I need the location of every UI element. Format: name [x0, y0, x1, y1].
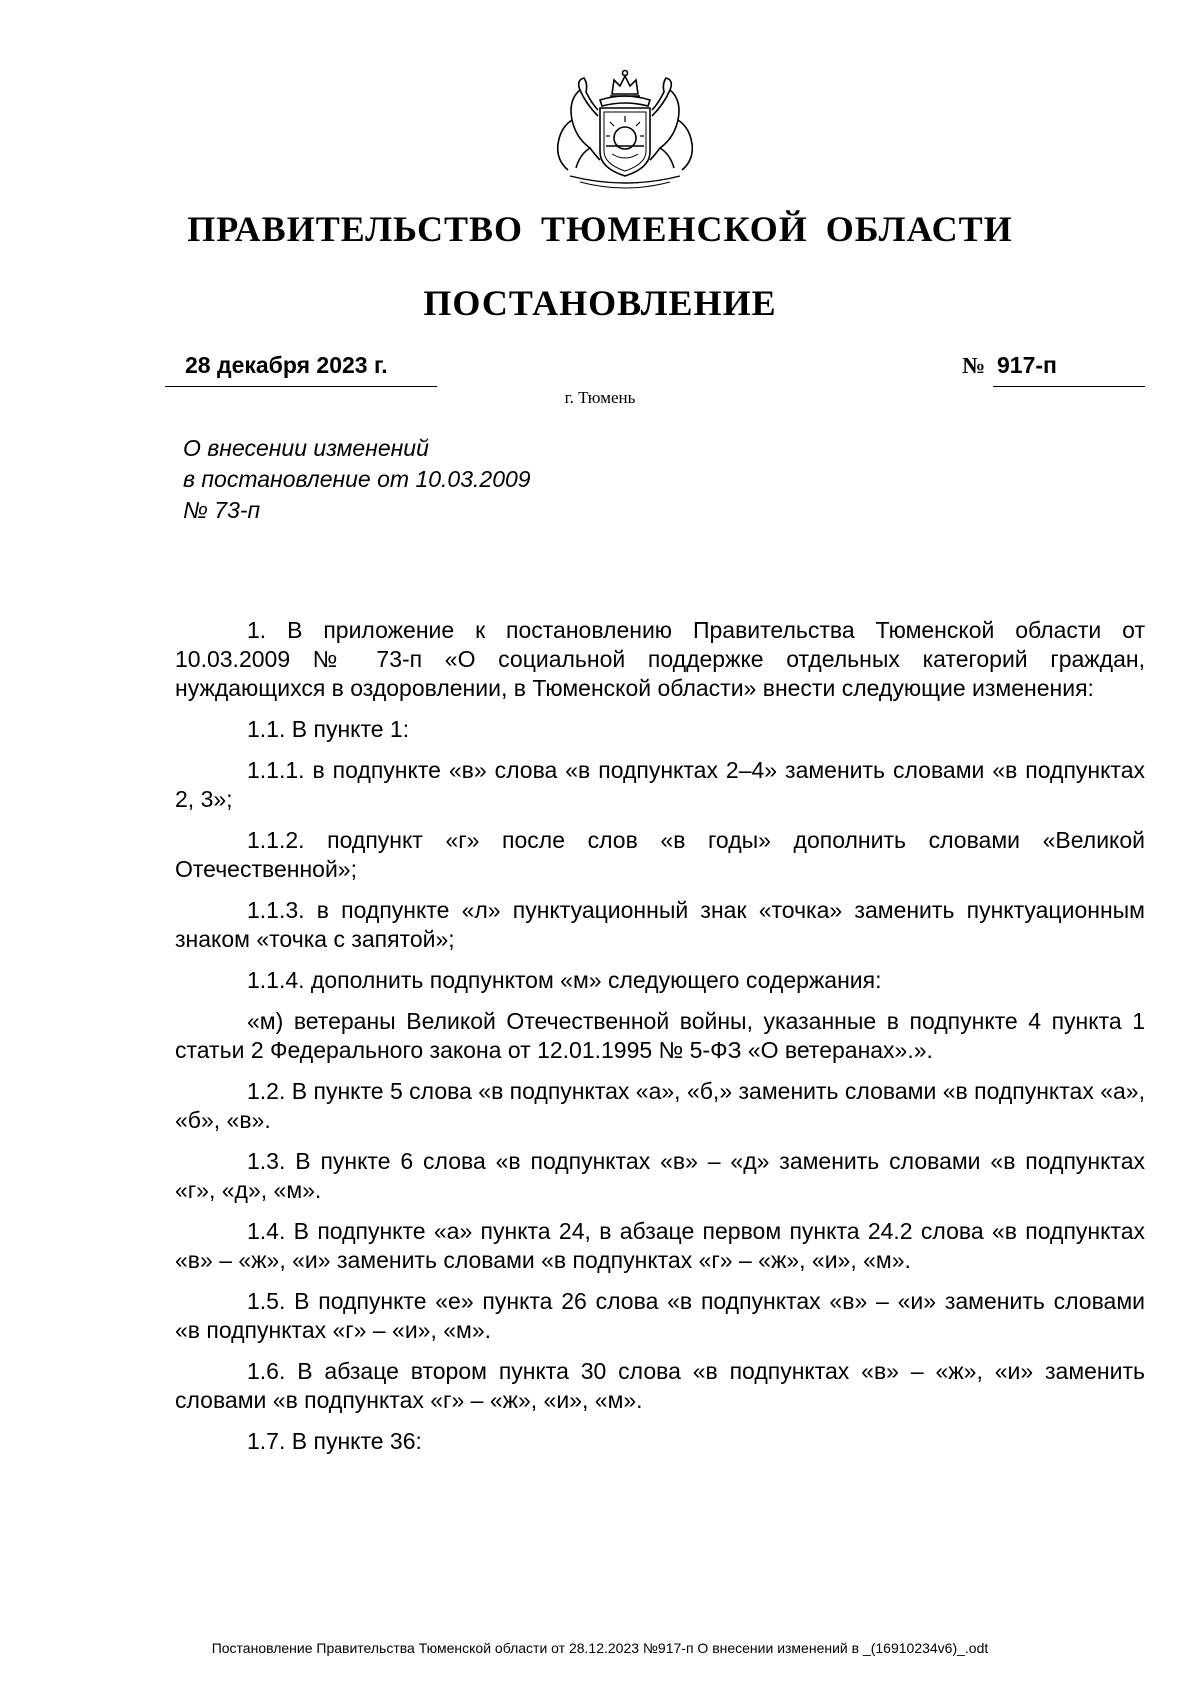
city: г. Тюмень: [564, 388, 636, 407]
subject-line: № 73-п: [183, 497, 261, 523]
paragraph: 1.1.3. в подпункте «л» пунктуационный знак «точка» заменить пунктуационным знаком «точка с запятой»;: [175, 897, 1145, 952]
number-field: [993, 352, 1145, 387]
paragraph: 1.1. В пункте 1:: [247, 716, 410, 742]
paragraph: 1.3. В пункте 6 слова «в подпунктах «в» – «д» заменить словами «в подпунктах «г», «д», «м».: [175, 1148, 1145, 1203]
page-footer: Постановление Правительства Тюменской области от 28.12.2023 №917-п О внесении изменений в _(16910234v6)_.odt: [211, 1640, 989, 1656]
paragraph: 1.1.2. подпункт «г» после слов «в годы» дополнить словами «Великой Отечественной»;: [175, 827, 1145, 882]
paragraph: 1.4. В подпункте «а» пункта 24, в абзаце первом пункта 24.2 слова «в подпунктах «в» – «ж», «и» заменить словами «в подпунктах «г» – «ж», «и», «м».: [175, 1218, 1145, 1273]
paragraph: 1.6. В абзаце втором пункта 30 слова «в подпунктах «в» – «ж», «и» заменить словами «в подпунктах «г» – «ж», «и», «м».: [175, 1358, 1145, 1413]
document-body: [175, 616, 1145, 1468]
government-title: ПРАВИТЕЛЬСТВО ТЮМЕНСКОЙ ОБЛАСТИ: [187, 209, 1013, 249]
paragraph: «м) ветераны Великой Отечественной войны, указанные в подпункте 4 пункта 1 статьи 2 Федерального закона от 12.01.1995 № 5-ФЗ «О ветеранах».».: [175, 1008, 1145, 1063]
subject-line: в постановление от 10.03.2009: [183, 466, 531, 492]
number-label: №: [962, 353, 986, 378]
document-type: ПОСТАНОВЛЕНИЕ: [423, 283, 777, 323]
paragraph: 1.2. В пункте 5 слова «в подпунктах «а», «б,» заменить словами «в подпунктах «а», «б», «в».: [175, 1078, 1145, 1133]
paragraph: 1.1.4. дополнить подпунктом «м» следующего содержания:: [247, 967, 882, 993]
document-number: 917-п: [997, 352, 1057, 378]
paragraph: 1.5. В подпункте «е» пункта 26 слова «в подпунктах «в» – «и» заменить словами «в подпунктах «г» – «и», «м».: [175, 1288, 1145, 1343]
paragraph: 1.1.1. в подпункте «в» слова «в подпунктах 2–4» заменить словами «в подпунктах 2, 3»;: [175, 757, 1145, 812]
date-field: [165, 352, 437, 387]
subject-line: О внесении изменений: [183, 435, 429, 461]
paragraph: 1. В приложение к постановлению Правительства Тюменской области от 10.03.2009 № 73-п «О социальной поддержке отдельных категорий граждан, нуждающихся в оздоровлении, в Тюменской области» внести следующие изменения:: [175, 617, 1145, 701]
document-date: 28 декабря 2023 г.: [185, 352, 388, 378]
coat-of-arms-icon: [550, 64, 700, 196]
paragraph: 1.7. В пункте 36:: [247, 1428, 422, 1454]
document-subject: [183, 433, 531, 526]
